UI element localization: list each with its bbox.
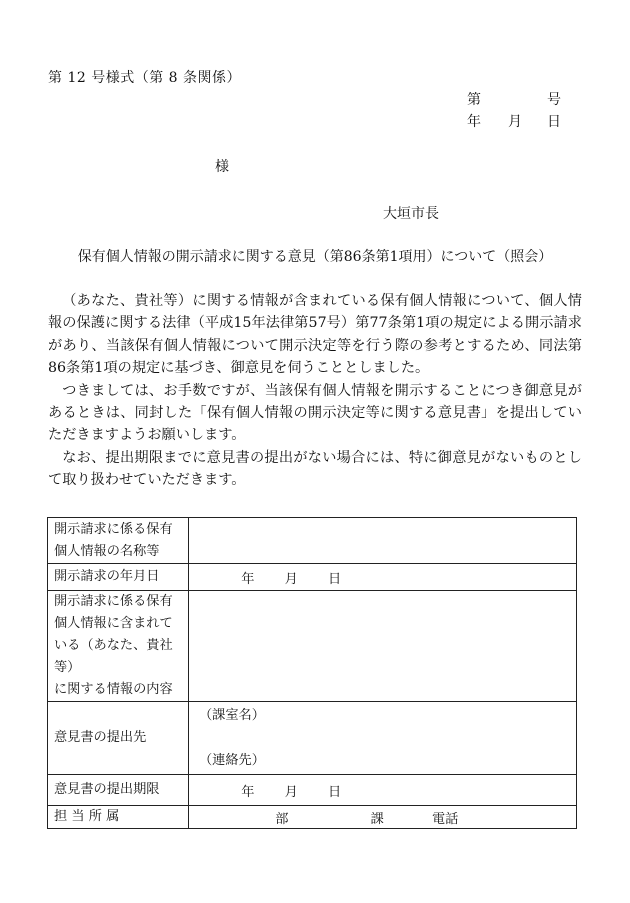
table-value [189,591,577,702]
table-label: 意見書の提出期限 [48,775,189,806]
number-suffix: 号 [547,92,561,108]
table-row [48,564,577,591]
division-label: 課 [370,811,384,827]
body-paragraph: つきましては、お手数ですが、当該保有個人情報を開示することにつき御意見があるときは、同封した「保有個人情報の開示決定等に関する意見書」を提出していただきますようお願いします。 [48,382,582,444]
table-value [189,806,577,829]
date-day: 日 [547,114,561,130]
table-label: 開示請求の年月日 [48,564,189,591]
table-label [48,591,189,702]
table-value [189,702,577,775]
table-row [48,775,577,806]
table-value [189,518,577,564]
table-value [189,775,577,806]
label-line: 個人情報の名称等 [54,543,160,559]
table-label [48,518,189,564]
sender: 大垣市長 [383,206,439,222]
date-month: 月 [284,784,298,800]
label-line: 個人情報に含まれて [54,616,173,631]
label-line: いる（あなた、貴社等） [54,638,173,675]
dept-label: 部 [275,811,289,827]
label-line: 開示請求に係る保有 [54,521,173,537]
table-row [48,702,577,775]
date-day: 日 [327,784,342,800]
phone-label: 電話 [431,811,459,827]
table-label: 意見書の提出先 [48,702,189,775]
table-label: 担 当 所 属 [48,806,189,829]
addressee: 様 [215,159,229,175]
label-line: 開示請求に係る保有 [54,594,173,609]
form-code: 第 12 号様式（第 8 条関係） [48,70,242,86]
section-name-field: （課室名） [199,708,265,723]
date-year: 年 [241,784,255,800]
table-row [48,518,577,564]
label-line: に関する情報の内容 [54,682,173,697]
date-day: 日 [327,571,342,587]
date-month: 月 [508,114,522,130]
number-prefix: 第 [467,92,481,108]
body-text [48,290,582,492]
date-year: 年 [241,571,255,587]
date-year: 年 [467,114,481,130]
info-table [47,517,577,829]
body-paragraph: なお、提出期限までに意見書の提出がない場合には、特に御意見がないものとして取り扱わせていただきます。 [48,449,582,489]
document-title: 保有個人情報の開示請求に関する意見（第86条第1項用）について（照会） [77,249,553,265]
table-row [48,591,577,702]
date-month: 月 [284,571,298,587]
table-row [48,806,577,829]
table-value [189,564,577,591]
contact-field: （連絡先） [199,753,265,768]
body-paragraph: （あなた、貴社等）に関する情報が含まれている保有個人情報について、個人情報の保護に関する法律（平成15年法律第57号）第77条第1項の規定による開示請求があり、当該保有個人情報について開示決定等を行う際の参考とするため、同法第86条第1項の規定に基づき、御意見を伺うこととしました。 [48,293,582,377]
